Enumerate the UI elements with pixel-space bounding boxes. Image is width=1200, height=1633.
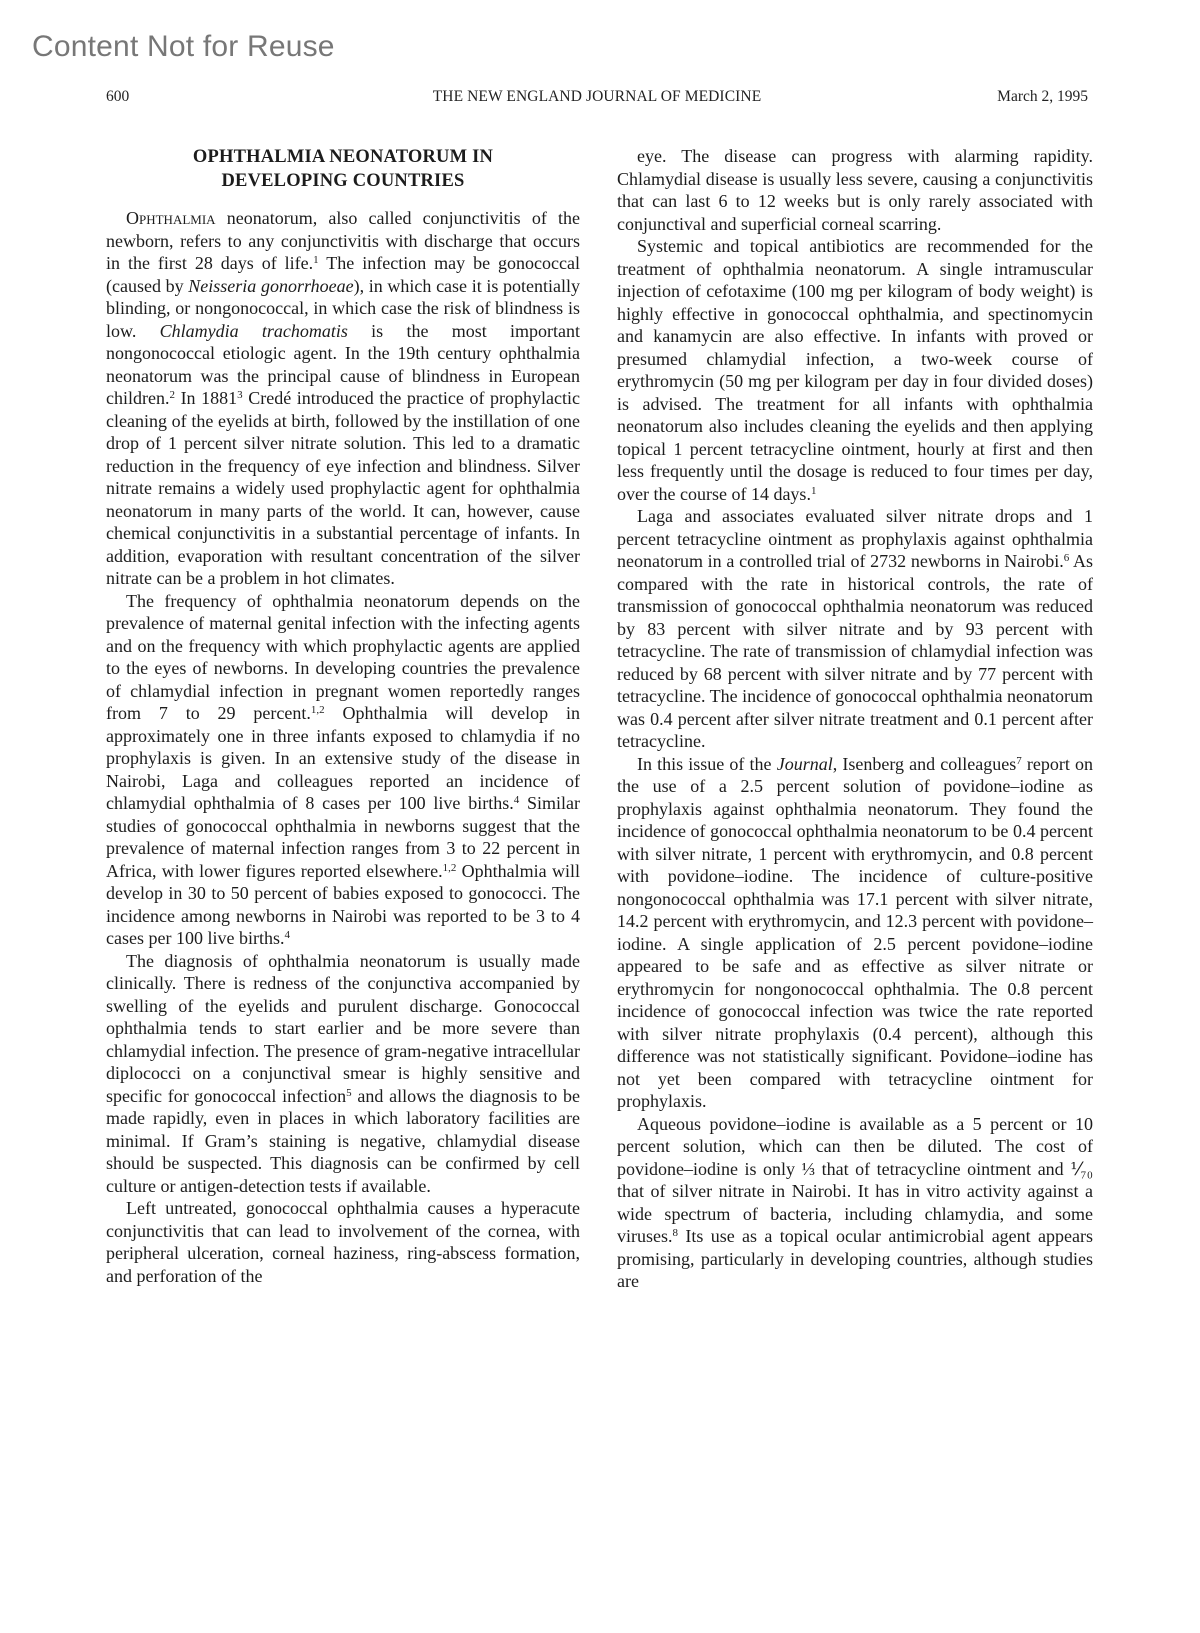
paragraph-3: The diagnosis of ophthalmia neonatorum is usually made clinically. There is redness of the conjunctiva accompanied by swelling of the eyelids and purulent discharge. Gonococcal ophthalmia tends to start earlier and be more severe than chlamydial infection. The presence of gram-negative intracellular diplococci on a conjunctival smear is highly sensitive and specific for gonococcal infection$^5$ and allows the diagnosis to be made rapidly, even in places in which laboratory facilities are minimal. If Gram’s staining is negative, chlamydial disease should be suspected. This diagnosis can be confirmed by cell culture or antigen-detection tests if available.: [106, 950, 581, 1196]
reference: 6: [1063, 552, 1070, 564]
running-head: [106, 88, 1088, 110]
paragraph-7: In this issue of the Journal, Isenberg and colleagues$^7$ report on the use of a 2.5 percent solution of povidone–iodine as prophylaxis against ophthalmia neonatorum. They found the incidence of gonococcal ophthalmia neonatorum to be 0.4 percent with silver nitrate, 1 percent with erythromycin, and 0.8 percent with povidone–iodine. The incidence of culture-positive nongonococcal ophthalmia was 17.1 percent with silver nitrate, 14.2 percent with erythromycin, and 12.3 percent with povidone–iodine. A single application of 2.5 percent povidone–iodine appeared to be safe and as effective as silver nitrate or erythromycin for nongonococcal ophthalmia. The 0.8 percent incidence of gonococcal infection was twice the rate reported with silver nitrate prophylaxis (0.4 percent), although this difference was not statistically significant. Povidone–iodine has not yet been compared with tetracycline ointment for prophylaxis.: [617, 753, 1093, 1111]
italic-term: Neisseria gonorrhoeae: [188, 275, 354, 296]
right-column: [617, 145, 1093, 1293]
reference: 2: [169, 389, 175, 401]
reference: 8: [672, 1227, 678, 1239]
reference: 1,2: [442, 861, 457, 874]
reference: 5: [346, 1086, 352, 1099]
paragraph-6: Laga and associates evaluated silver nitrate drops and 1 percent tetracycline ointment as prophylaxis against ophthalmia neonatorum in a controlled trial of 2732 newborns in Nairobi.$^6$ As compared with the rate in historical controls, the rate of transmission of gonococcal ophthalmia neonatorum was reduced by 83 percent with silver nitrate and by 93 percent with tetracycline. The rate of transmission of chlamydial infection was reduced by 68 percent with silver nitrate and by 77 percent with tetracycline. The incidence of gonococcal ophthalmia neonatorum was 0.4 percent after silver nitrate treatment and 0.1 percent after tetracycline.: [617, 506, 1093, 751]
article-title: [106, 145, 580, 193]
reference: 7: [1016, 754, 1022, 767]
italic-term: Journal: [776, 753, 833, 774]
reference: 3: [237, 389, 243, 401]
title-line-2: DEVELOPING COUNTRIES: [221, 171, 465, 191]
watermark: Content Not for Reuse: [32, 30, 335, 63]
italic-term: Chlamydia trachomatis: [159, 320, 348, 341]
paragraph-2: The frequency of ophthalmia neonatorum depends on the prevalence of maternal genital infection with the infecting agents and on the frequency with which prophylactic agents are applied to the eyes of newborns. In developing countries the prevalence of chlamydial infection in pregnant women reportedly ranges from 7 to 29 percent.$^{1,2}$ Ophthalmia will develop in approximately one in three infants exposed to chlamydia if no prophylaxis is given. In an extensive study of the disease in Nairobi, Laga and colleagues reported an incidence of chlamydial ophthalmia of 8 cases per 100 live births.$^4$ Similar studies of gonococcal ophthalmia in newborns suggest that the prevalence of maternal infection ranges from 3 to 22 percent in Africa, with lower figures reported elsewhere.$^{1,2}$ Ophthalmia will develop in 30 to 50 percent of babies exposed to gonococci. The incidence among newborns in Nairobi was reported to be 3 to 4 cases per 100 live births.$^4$: [106, 590, 581, 948]
paragraph-8: Aqueous povidone–iodine is available as a 5 percent or 10 percent solution, which can then be diluted. The cost of povidone–iodine is only ⅓ that of tetracycline ointment and ⅟₇₀ that of silver nitrate in Nairobi. It has in vitro activity against a wide spectrum of bacteria, including chlamydia, and some viruses.$^8$ Its use as a topical ocular antimicrobial agent appears promising, particularly in developing countries, although studies are: [617, 1113, 1093, 1291]
journal-name: THE NEW ENGLAND JOURNAL OF MEDICINE: [432, 88, 762, 105]
reference: 4: [284, 929, 290, 941]
reference: 4: [513, 794, 520, 806]
left-column: [106, 145, 580, 1287]
opening-word: Ophthalmia: [126, 208, 216, 228]
paragraph-4-continued: eye. The disease can progress with alarming rapidity. Chlamydial disease is usually less severe, causing a conjunctivitis that can last 6 to 12 weeks but is only rarely associated with conjunctival and superficial corneal scarring.: [617, 146, 1093, 234]
title-line-1: OPHTHALMIA NEONATORUM IN: [192, 147, 494, 167]
paragraph-1: Ophthalmia neonatorum, also called conjunctivitis of the newborn, refers to any conjunctivitis with discharge that occurs in the first 28 days of life.$^1$ The infection may be gonococcal (caused by Neisseria gonorrhoeae), in which case it is potentially blinding, or nongonococcal, in which case the risk of blindness is low. Chlamydia trachomatis is the most important nongonococcal etiologic agent. In the 19th century ophthalmia neonatorum was the principal cause of blindness in European children.$^2$ In 1881$^3$ Credé introduced the practice of prophylactic cleaning of the eyelids at birth, followed by the instillation of one drop of 1 percent silver nitrate solution. This led to a dramatic reduction in the frequency of eye infection and blindness. Silver nitrate remains a widely used prophylactic agent for ophthalmia neonatorum in many parts of the world. It can, however, cause chemical conjunctivitis in a substantial percentage of infants. In addition, evaporation with resultant concentration of the silver nitrate can be a problem in hot climates.: [106, 208, 581, 588]
issue-date: March 2, 1995: [997, 88, 1088, 105]
reference: 1: [810, 484, 817, 497]
paragraph-4: Left untreated, gonococcal ophthalmia causes a hyperacute conjunctivitis that can lead to involvement of the cornea, with peripheral ulceration, corneal haziness, ring-abscess formation, and perforation of the: [106, 1198, 580, 1286]
reference: 1,2: [310, 704, 325, 716]
paragraph-5: Systemic and topical antibiotics are recommended for the treatment of ophthalmia neonatorum. A single intramuscular injection of cefotaxime (100 mg per kilogram of body weight) is highly effective in gonococcal ophthalmia, and spectinomycin and kanamycin are also effective. In infants with proved or presumed chlamydial infection, a two-week course of erythromycin (50 mg per kilogram per day in four divided doses) is advised. The treatment for all infants with ophthalmia neonatorum also includes cleaning the eyelids and then applying topical 1 percent tetracycline ointment, hourly at first and then less frequently until the dosage is reduced to four times per day, over the course of 14 days.$^1$: [617, 236, 1093, 504]
page-number: 600: [106, 88, 130, 105]
reference: 1: [313, 254, 319, 266]
